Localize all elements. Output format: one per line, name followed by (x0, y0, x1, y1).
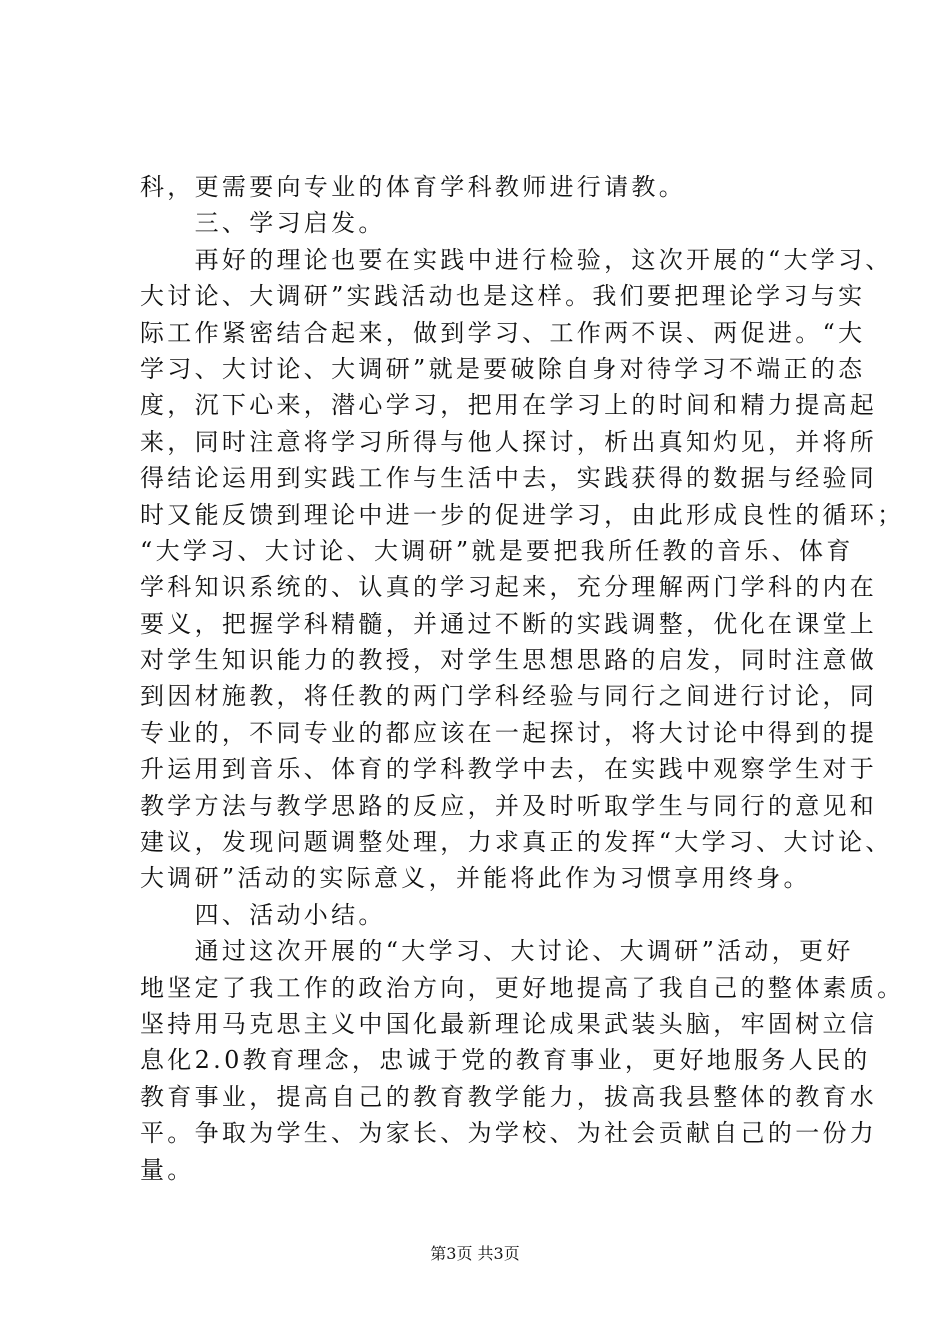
text-line: “大学习、大讨论、大调研”就是要把我所任教的音乐、体育 (140, 536, 854, 565)
text-line: 建议，发现问题调整处理，力求真正的发挥“大学习、大讨论、 (140, 828, 893, 857)
text-line: 大讨论、大调研”实践活动也是这样。我们要把理论学习与实 (140, 282, 866, 311)
text-line: 到因材施教，将任教的两门学科经验与同行之间进行讨论，同 (140, 682, 878, 711)
text-line: 学科知识系统的、认真的学习起来，充分理解两门学科的内在 (140, 573, 878, 602)
document-body (140, 169, 905, 1188)
text-line: 再好的理论也要在实践中进行检验，这次开展的“大学习、 (140, 245, 893, 274)
text-line: 坚持用马克思主义中国化最新理论成果武装头脑，牢固树立信 (140, 1009, 878, 1038)
text-line: 得结论运用到实践工作与生活中去，实践获得的数据与经验同 (140, 464, 878, 493)
page-footer (0, 1244, 950, 1264)
text-line: 度，沉下心来，潜心学习，把用在学习上的时间和精力提高起 (140, 391, 878, 420)
section-heading: 三、学习启发。 (140, 209, 386, 238)
text-line: 息化2.0教育理念，忠诚于党的教育事业，更好地服务人民的 (140, 1046, 871, 1075)
text-line: 平。争取为学生、为家长、为学校、为社会贡献自己的一份力 (140, 1119, 878, 1148)
text-line: 学习、大讨论、大调研”就是要破除自身对待学习不端正的态 (140, 354, 866, 383)
page-number-label: 第3页 共3页 (430, 1244, 520, 1263)
text-line: 量。 (140, 1155, 195, 1184)
text-line: 教育事业，提高自己的教育教学能力，拔高我县整体的教育水 (140, 1082, 878, 1111)
text-line: 要义，把握学科精髓，并通过不断的实践调整，优化在课堂上 (140, 609, 878, 638)
text-line: 大调研”活动的实际意义，并能将此作为习惯享用终身。 (140, 864, 811, 893)
text-line: 地坚定了我工作的政治方向，更好地提高了我自己的整体素质。 (140, 973, 905, 1002)
section-heading: 四、活动小结。 (140, 900, 386, 929)
text-line: 际工作紧密结合起来，做到学习、工作两不误、两促进。“大 (140, 318, 866, 347)
text-line: 专业的，不同专业的都应该在一起探讨，将大讨论中得到的提 (140, 718, 878, 747)
text-line: 升运用到音乐、体育的学科教学中去，在实践中观察学生对于 (140, 755, 878, 784)
text-line: 科，更需要向专业的体育学科教师进行请教。 (140, 173, 686, 201)
text-line: 来，同时注意将学习所得与他人探讨，析出真知灼见，并将所 (140, 427, 878, 456)
text-line: 时又能反馈到理论中进一步的促进学习，由此形成良性的循环； (140, 500, 905, 529)
text-line: 通过这次开展的“大学习、大讨论、大调研”活动，更好 (140, 937, 854, 966)
text-line: 教学方法与教学思路的反应，并及时听取学生与同行的意见和 (140, 791, 878, 820)
text-line: 对学生知识能力的教授，对学生思想思路的启发，同时注意做 (140, 646, 878, 675)
